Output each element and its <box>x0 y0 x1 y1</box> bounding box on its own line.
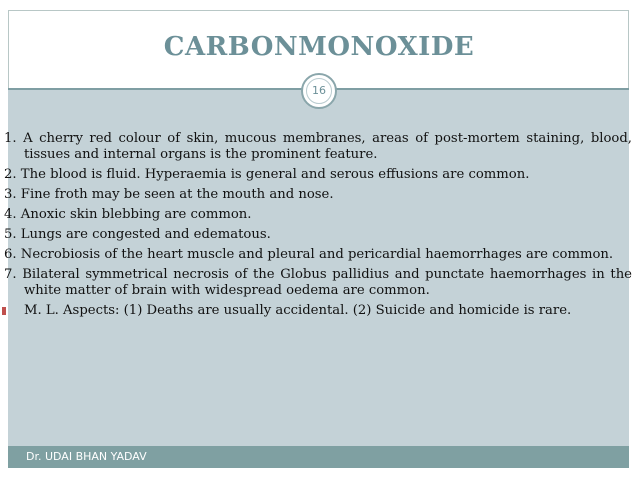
item-text: Fine froth may be seen at the mouth and nose. <box>20 187 334 202</box>
list-item <box>0 247 632 263</box>
item-number: 6. <box>4 247 17 262</box>
item-text: M. L. Aspects: (1) Deaths are usually accidental. (2) Suicide and homicide is rare. <box>24 303 572 318</box>
list-item <box>0 167 632 183</box>
item-number: 5. <box>4 227 17 242</box>
frame-top-border <box>8 10 629 11</box>
page-number: 16 <box>306 78 332 104</box>
list-item <box>0 227 632 243</box>
list-item <box>0 131 632 163</box>
item-number: 7. <box>4 267 17 282</box>
content-list <box>0 131 632 323</box>
item-text: Bilateral symmetrical necrosis of the Globus pallidius and punctate haemorrhages in the white matter of brain with widespread oedema are common. <box>22 267 632 298</box>
footer-author: Dr. UDAI BHAN YADAV <box>26 450 147 463</box>
item-number: 3. <box>4 187 17 202</box>
page-number-badge <box>301 73 337 109</box>
item-text: A cherry red colour of skin, mucous membranes, areas of post-mortem staining, blood, tissues and internal organs is the prominent feature. <box>23 131 633 162</box>
list-item <box>0 267 632 299</box>
item-number: 2. <box>4 167 17 182</box>
slide-title: CARBONMONOXIDE <box>163 32 475 62</box>
list-item <box>0 187 632 203</box>
item-text: Necrobiosis of the heart muscle and pleural and pericardial haemorrhages are common. <box>20 247 614 262</box>
bullet-icon <box>2 307 6 315</box>
item-text: The blood is fluid. Hyperaemia is general and serous effusions are common. <box>20 167 530 182</box>
item-text: Lungs are congested and edematous. <box>20 227 271 242</box>
item-number: 4. <box>4 207 17 222</box>
item-number: 1. <box>4 131 17 146</box>
list-item <box>0 207 632 223</box>
list-item-bullet <box>0 303 632 319</box>
item-text: Anoxic skin blebbing are common. <box>20 207 252 222</box>
